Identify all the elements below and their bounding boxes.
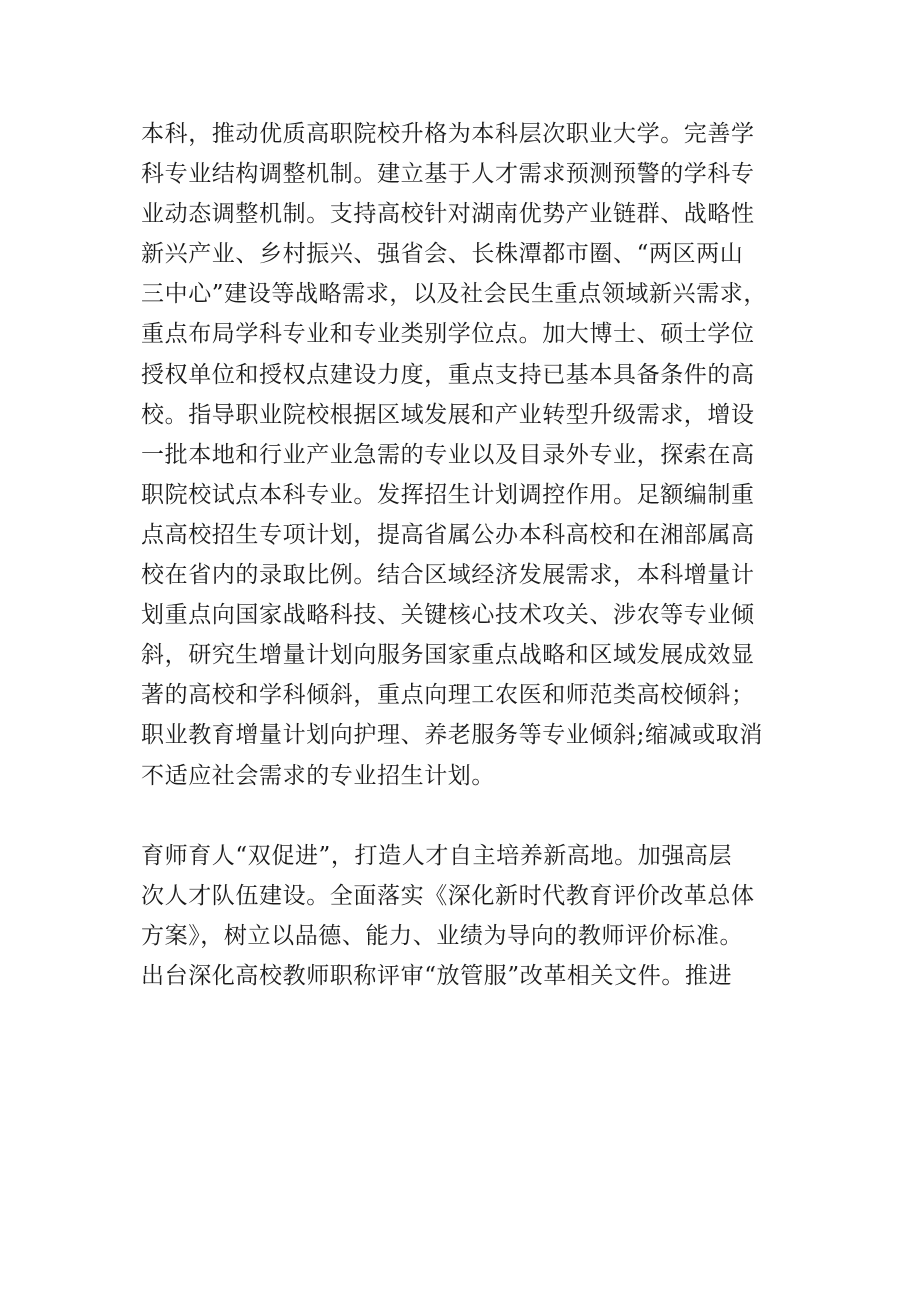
text-line: 职院校试点本科专业。发挥招生计划调控作用。足额编制重: [141, 481, 755, 508]
text-line: 本科，推动优质高职院校升格为本科层次职业大学。完善学: [141, 121, 755, 147]
paragraph: [141, 836, 801, 996]
text-line: 重点布局学科专业和专业类别学位点。加大博士、硕士学位: [141, 321, 755, 348]
text-line: 出台深化高校教师职称评审“放管服”改革相关文件。推进: [141, 963, 733, 990]
text-line: 不适应社会需求的专业招生计划。: [141, 762, 495, 789]
text-line: 一批本地和行业产业急需的专业以及目录外专业，探索在高: [141, 441, 755, 468]
text-line: 职业教育增量计划向护理、养老服务等专业倾斜;缩减或取消: [141, 722, 763, 749]
text-line: 校在省内的录取比例。结合区域经济发展需求，本科增量计: [141, 562, 755, 589]
text-line: 业动态调整机制。支持高校针对湖南优势产业链群、战略性: [141, 201, 755, 228]
paragraph: [141, 114, 801, 796]
text-line: 三中心”建设等战略需求，以及社会民生重点领域新兴需求，: [141, 281, 767, 308]
text-line: 授权单位和授权点建设力度，重点支持已基本具备条件的高: [141, 361, 755, 388]
text-line: 科专业结构调整机制。建立基于人才需求预测预警的学科专: [141, 161, 755, 188]
text-line: 划重点向国家战略科技、关键核心技术攻关、涉农等专业倾: [141, 602, 755, 629]
text-line: 育师育人“双促进”，打造人才自主培养新高地。加强高层: [141, 843, 733, 869]
text-line: 校。指导职业院校根据区域发展和产业转型升级需求，增设: [141, 401, 755, 428]
text-line: 次人才队伍建设。全面落实《深化新时代教育评价改革总体: [141, 883, 755, 910]
text-line: 方案》，树立以品德、能力、业绩为导向的教师评价标准。: [141, 923, 744, 950]
text-line: 点高校招生专项计划，提高省属公办本科高校和在湘部属高: [141, 521, 755, 548]
text-line: 斜，研究生增量计划向服务国家重点战略和区域发展成效显: [141, 642, 755, 669]
text-line: 新兴产业、乡村振兴、强省会、长株潭都市圈、“两区两山: [141, 241, 744, 268]
text-line: 著的高校和学科倾斜，重点向理工农医和师范类高校倾斜；: [141, 682, 755, 709]
